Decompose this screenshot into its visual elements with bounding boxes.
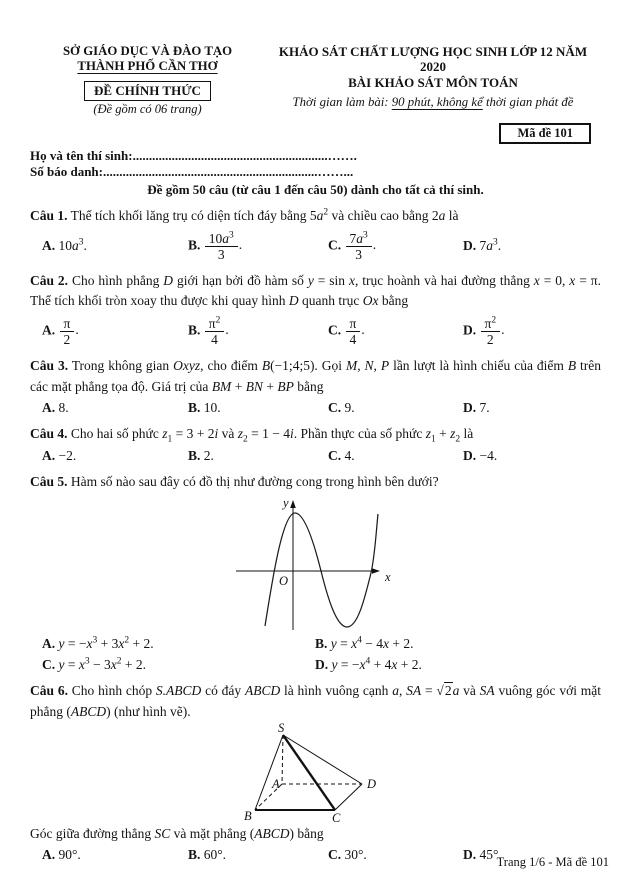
- option-c: C. 30°.: [328, 847, 367, 863]
- duration-underlined: 90 phút, không kể: [391, 95, 483, 109]
- pyramid-figure: [236, 723, 396, 823]
- question-1-number: Câu 1.: [30, 208, 68, 223]
- page-count-note: (Đề gồm có 06 trang): [93, 102, 202, 116]
- exam-code-box: Mã đề 101: [499, 123, 591, 144]
- question-4: [30, 424, 601, 464]
- question-1-body: [30, 206, 601, 227]
- issuer-city: THÀNH PHỐ CẦN THƠ: [77, 59, 218, 73]
- question-2: [30, 271, 601, 348]
- cubic-curve-figure: [228, 493, 403, 633]
- option-c: C. 9.: [328, 400, 355, 416]
- q6-figure-wrapper: [30, 723, 601, 823]
- option-c: C. $\frac{\pi}{4}$ .: [328, 315, 365, 347]
- vertex-b-label: B: [243, 809, 252, 824]
- page-footer: Trang 1/6 - Mã đề 101: [496, 855, 609, 869]
- question-3-number: Câu 3.: [30, 357, 69, 373]
- pyramid-visible-edges: [255, 735, 362, 810]
- option-d: D. $\frac{\pi^2}{2}$ .: [463, 315, 505, 347]
- option-c: C. $y = x^3 - 3x^2 + 2$.: [42, 656, 146, 673]
- question-2-options: [30, 315, 601, 348]
- exam-code-row: [30, 123, 591, 144]
- option-b: B. 2.: [188, 447, 214, 463]
- option-c: C. $\frac{7a^3}{3}$ .: [328, 230, 377, 262]
- exam-intro-line: Đề gồm 50 câu (từ câu 1 đến câu 50) dành cho tất cả thí sinh.: [147, 182, 484, 197]
- question-1: [30, 206, 601, 263]
- vertex-s-label: S: [277, 723, 284, 736]
- x-axis-label: x: [385, 570, 391, 585]
- question-5-options: [30, 636, 601, 673]
- question-4-body: [30, 424, 601, 445]
- option-a: A. $\frac{\pi}{2}$ .: [42, 315, 79, 347]
- question-2-body: [30, 271, 601, 312]
- question-3-options: [30, 400, 601, 416]
- vertex-c-label: C: [331, 811, 340, 824]
- issuer-department: SỞ GIÁO DỤC VÀ ĐÀO TẠO: [62, 44, 233, 58]
- question-2-number: Câu 2.: [30, 272, 69, 288]
- option-d: D. 7.: [463, 400, 490, 416]
- option-d: D. 45°.: [463, 847, 502, 863]
- question-4-text: Cho hai số phức $z_1 = 3 + 2i$ và $z_2 = 1 - 4i$. Phần thực của số phức $z_1 + z_2$ là: [67, 426, 474, 445]
- option-b: B. $\frac{\pi^2}{4}$ .: [188, 315, 229, 347]
- duration-suffix: thời gian phát đề: [482, 95, 574, 109]
- option-a: A. $10a^3$.: [42, 237, 87, 254]
- exam-duration-line: [265, 95, 601, 110]
- option-c: C. 4.: [328, 447, 355, 463]
- option-d: D. $y = -x^4 + 4x + 2$.: [315, 656, 422, 673]
- option-d: D. −4.: [463, 447, 498, 463]
- official-exam-box: ĐỀ CHÍNH THỨC: [84, 81, 211, 101]
- exam-title-block: [265, 44, 601, 117]
- issuer-block: [30, 44, 265, 117]
- option-d: D. $7a^3$.: [463, 237, 502, 254]
- option-a: A. −2.: [42, 447, 77, 463]
- option-a: A. 8.: [42, 400, 69, 416]
- option-b: B. $\frac{10a^3}{3}$ .: [188, 230, 243, 262]
- graph-axes: [236, 500, 380, 630]
- question-5-body: [30, 472, 601, 493]
- cubic-curve: [265, 513, 378, 627]
- option-b: B. 60°.: [188, 847, 227, 863]
- duration-prefix: Thời gian làm bài:: [292, 95, 392, 109]
- question-4-options: [30, 448, 601, 464]
- origin-label: O: [279, 574, 289, 589]
- question-5: [30, 472, 601, 674]
- exam-title: KHẢO SÁT CHẤT LƯỢNG HỌC SINH LỚP 12 NĂM 2020: [278, 44, 588, 74]
- option-a: A. 90°.: [42, 847, 81, 863]
- question-4-number: Câu 4.: [30, 426, 68, 442]
- question-6-post-text: Góc giữa đường thẳng SC và mặt phẳng (ABCD) bằng: [30, 826, 324, 842]
- question-2-text: Cho hình phẳng D giới hạn bởi đồ hàm số y = sin x, trục hoành và hai đường thẳng x = 0, x = π. Thể tích khối tròn xoay thu được khi quay hình D quanh trục Ox bằng: [30, 272, 601, 309]
- question-6-number: Câu 6.: [30, 683, 68, 699]
- candidate-id-line: Số báo danh:..................................................................……...: [30, 164, 354, 179]
- question-6-body: [30, 681, 601, 722]
- question-5-text: Hàm số nào sau đây có đồ thị như đường cong trong hình bên dưới?: [67, 473, 439, 489]
- question-6: [30, 681, 601, 863]
- question-1-options: [30, 230, 601, 263]
- exam-subject: BÀI KHẢO SÁT MÔN TOÁN: [348, 75, 518, 90]
- candidate-name-line: Họ và tên thí sinh:............................................................…….: [30, 148, 357, 163]
- q5-figure-wrapper: [30, 493, 601, 633]
- question-1-text: Thể tích khối lăng trụ có diện tích đáy bằng $5a^2$ và chiều cao bằng 2a là: [67, 207, 459, 223]
- option-b: B. $y = x^4 - 4x + 2$.: [315, 635, 414, 652]
- question-3-body: [30, 356, 601, 397]
- exam-header: [30, 44, 601, 117]
- question-3-text: Trong không gian Oxyz, cho điểm B(−1;4;5). Gọi M, N, P lần lượt là hình chiếu của điểm B trên các mặt phẳng tọa độ. Giá trị của BM + BN + BP bằng: [30, 357, 602, 394]
- y-axis-label: y: [283, 496, 289, 511]
- question-3: [30, 356, 601, 416]
- option-b: B. 10.: [188, 400, 221, 416]
- question-5-number: Câu 5.: [30, 473, 68, 489]
- question-6-text: Cho hình chóp S.ABCD có đáy ABCD là hình vuông cạnh a, SA = √2a và SA vuông góc với mặt phẳng (ABCD) (như hình vẽ).: [30, 683, 602, 719]
- vertex-d-label: D: [366, 777, 376, 792]
- vertex-a-label: A: [271, 777, 280, 792]
- option-a: A. $y = -x^3 + 3x^2 + 2$.: [42, 635, 154, 652]
